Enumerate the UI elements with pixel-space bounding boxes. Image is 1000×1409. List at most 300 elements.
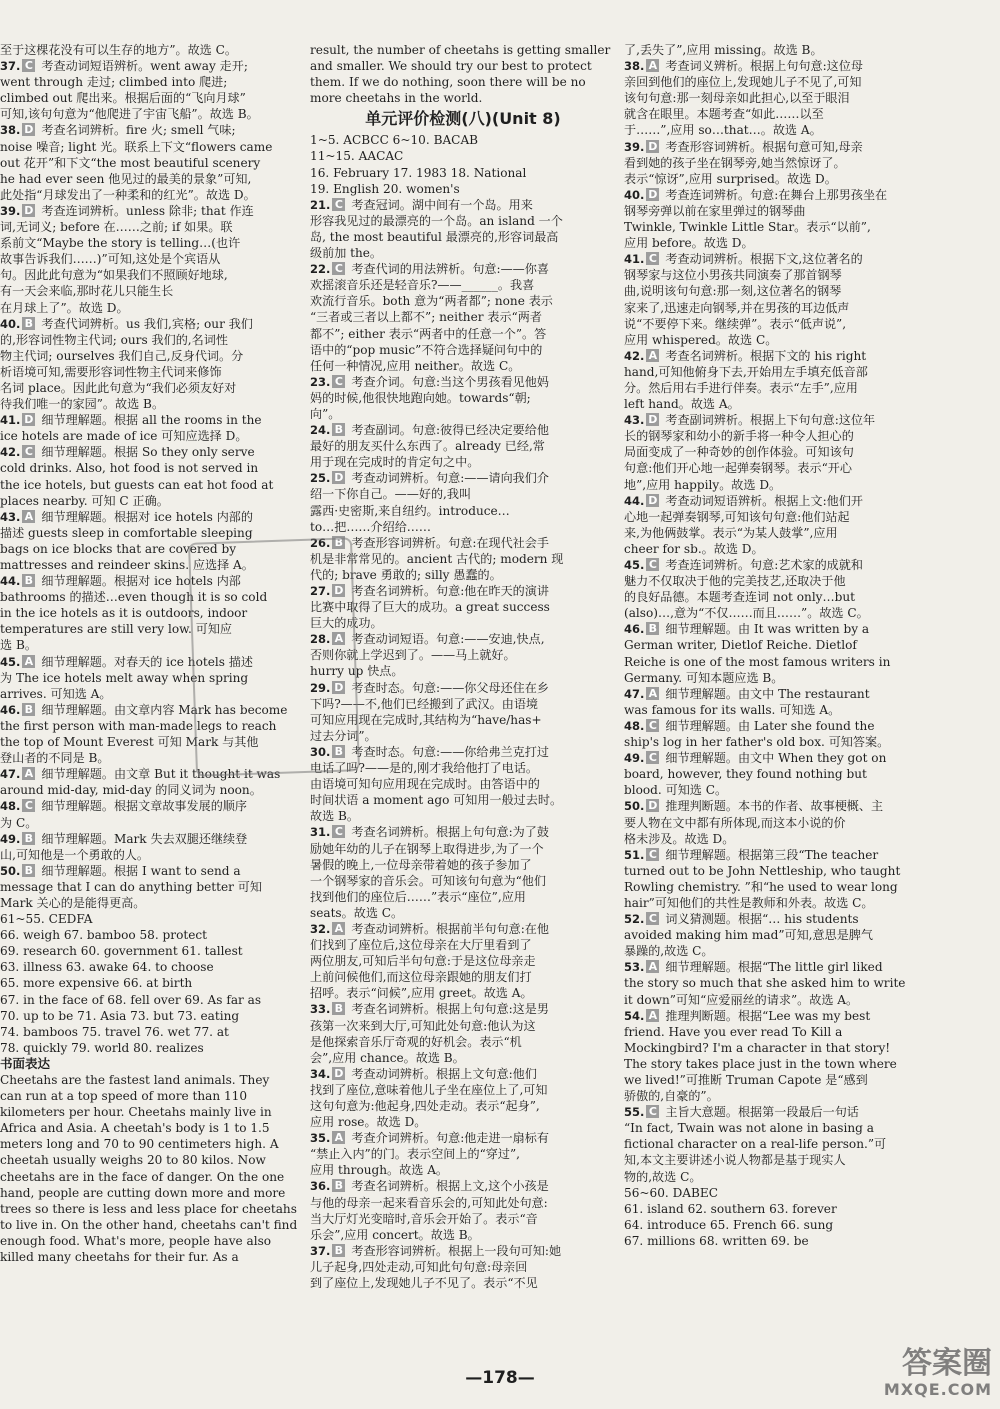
question-number: 48. [0,799,21,814]
answer-line [624,943,1000,959]
answer-letter-box: D [648,493,658,507]
answer-line [310,985,616,1001]
explanation-text: 暴躁的,故选 C。 [624,944,714,959]
answer-line [0,348,302,364]
question-number: 38. [0,123,21,138]
answer-letter-box: D [334,471,344,485]
question-number: 45. [624,558,645,572]
explanation-text: 细节理解题。根据对 ice hotels 内部 [41,574,241,589]
answer-line [624,831,1000,847]
explanation-text: 细节理解题。由文中 When they got on [665,751,887,766]
explanation-text: 考查连词辨析。句意:在舞台上那男孩坐在 [665,187,888,202]
answer-line [0,525,302,541]
answer-letter-box: D [648,799,658,813]
answer-entry [310,1130,616,1178]
essay-line: to live in. On the other hand, cheetahs can't find [0,1217,298,1232]
explanation-text: 山,可知他是一个勇敢的人。 [0,847,149,862]
explanation-text: 岛, the most beautiful 最漂亮的,形容词最高 [310,229,559,244]
answer-line [624,493,1000,509]
explanation-text: 考查形容词辨析。根据句意可知,母亲 [665,139,863,154]
explanation-text: 故事告诉我们……)”可知,这处是个宾语从 [0,252,221,267]
explanation-text: 会”,应用 chance。故选 B。 [310,1050,465,1065]
answer-entry [624,798,1000,846]
answer-line [624,509,1000,525]
explanation-text: went through 走过; climbed into 爬进; [0,75,228,90]
answer-line [310,841,616,857]
explanation-text: 可知,该句句意为“他爬进了宇宙飞船”。故选 B。 [0,107,259,122]
answer-line [624,267,1000,283]
answer-line [310,1001,616,1017]
answer-key-line: 69. research 60. government 61. tallest [0,944,243,959]
question-number: 46. [0,702,21,717]
explanation-text: 考查时态。句意:——你父母还住在乡 [351,680,549,695]
explanation-text: 机是非常常见的。ancient 古代的; modern 现 [310,551,564,566]
explanation-text: left hand。故选 A。 [624,397,740,412]
section-title: 单元评价检测(八)(Unit 8) [365,109,561,129]
answer-line [624,895,1000,911]
explanation-text: 细节理解题。由文章 But it thought it was [41,767,281,782]
answer-entry [624,621,1000,685]
answer-letter-box: A [22,655,35,668]
answer-line [310,1146,616,1162]
answer-line [0,477,302,493]
explanation-text: 考查形容词辨析。根据上一段句可知:她 [351,1243,562,1258]
answer-line [310,776,616,792]
explanation-text: 形容我见过的最漂亮的一个岛。an island 一个 [310,213,563,228]
answer-line [0,316,302,332]
answer-letter-box: B [646,622,659,635]
question-number: 45. [0,654,21,669]
explanation-text: 细节理解题。Mark 失去双腿还继续登 [41,831,248,846]
answer-line [310,824,616,840]
answer-entry [310,470,616,534]
question-number: 50. [0,863,21,878]
answer-entry [310,374,616,422]
answer-line [624,428,1000,444]
answer-line [310,1050,616,1066]
question-number: 48. [624,718,645,733]
explanation-text: 应用 through。故选 A。 [310,1163,449,1178]
answer-line [310,470,616,486]
answer-line [624,251,1000,267]
answer-line [310,293,616,309]
answer-letter-box: B [332,1179,345,1192]
explanation-text: 细节理解题。对春天的 ice hotels 描述 [41,654,253,669]
answer-line [624,460,1000,476]
answer-line [0,460,302,476]
answer-line [624,477,1000,493]
answer-line [310,486,616,502]
watermark-logo [884,1348,992,1399]
answer-entry [624,686,1000,718]
explanation-text: 考查冠词。湖中间有一个岛。用来 [351,197,533,212]
answer-line [0,155,302,171]
answer-entry [0,831,302,863]
explanation-text: 表示“惊讶”,应用 surprised。故选 D。 [624,171,837,186]
explanation-text: he had ever seen 他见过的最美的景象”可知, [0,171,252,186]
question-number: 37. [310,1243,331,1258]
answer-letter-box: D [648,187,658,201]
answer-line [310,406,616,422]
explanation-text: 该句句意:那一刻母亲如此担心,以至于眼泪 [624,91,850,106]
answer-entry [0,316,302,413]
question-number: 49. [624,751,645,766]
explanation-text: 物的,故选 C。 [624,1169,702,1184]
answer-letter-box: B [22,703,35,716]
answer-line [310,969,616,985]
answer-line [0,58,302,74]
explanation-text: 考查动词短语辨析。根据上文:他们开 [665,493,863,508]
answer-letter-box: C [22,59,35,72]
answer-key-block [310,132,616,196]
explanation-text: 都不”; either 表示“两者中的任意一个”。答 [310,326,547,341]
answer-line [310,374,616,390]
answer-line [310,390,616,406]
answer-entry [624,911,1000,959]
answer-line [310,213,616,229]
essay-line: meters long and 70 to 90 centimeters high. A [0,1137,279,1152]
answer-letter-box: D [24,123,34,137]
question-number: 24. [310,423,331,438]
answer-entry [624,251,1000,348]
answer-line [310,1275,616,1291]
answer-line [0,300,302,316]
explanation-text: 就含在眼里。本题考查“如此……以至 [624,107,824,122]
answer-line [624,589,1000,605]
answer-line [624,90,1000,106]
answer-line [624,605,1000,621]
answer-line [624,1120,1000,1136]
explanation-text: 析语境可知,需要形容词性物主代词来修饰 [0,364,222,379]
question-number: 54. [624,1008,645,1023]
explanation-text: board, however, they found nothing but [624,767,867,782]
answer-letter-box: C [646,848,659,861]
question-number: 25. [310,471,331,486]
answer-line [0,203,302,219]
answer-key-line: 63. illness 63. awake 64. to choose [0,960,214,975]
question-number: 21. [310,197,331,212]
answer-key-line: 67. millions 68. written 69. be [624,1233,809,1248]
question-number: 39. [0,203,21,218]
answer-letter-box: B [22,864,35,877]
answer-line [624,155,1000,171]
question-number: 29. [310,680,331,695]
explanation-text: 考查代词辨析。us 我们,宾格; our 我们 [41,316,253,331]
answer-entry [624,557,1000,621]
answer-entry [310,1178,616,1242]
answer-line [0,187,302,203]
explanation-text: Rowling chemistry. ”和“he used to wear long [624,879,898,894]
answer-line [624,364,1000,380]
question-number: 38. [624,59,645,74]
explanation-text: 魅力不仅取决于他的完美技艺,还取决于他 [624,574,846,589]
answer-key-block [624,1185,1000,1249]
answer-line [624,734,1000,750]
answer-line [310,873,616,889]
question-number: 36. [310,1179,331,1194]
answer-line [310,503,616,519]
essay-continuation [310,42,616,106]
answer-letter-box: D [648,139,658,153]
explanation-text: we lived!”可推断 Truman Capote 是“感到 [624,1073,868,1087]
answer-line [310,519,616,535]
answer-line [0,895,302,911]
answer-key-line: 56~60. DABEC [624,1185,718,1200]
explanation-text: 应用 before。故选 D。 [624,236,754,251]
question-number: 50. [624,799,645,814]
explanation-text: 是他探索音乐厅奇观的好机会。表示“机 [310,1034,522,1049]
answer-line [0,428,302,444]
answer-line [624,1056,1000,1072]
answer-line [0,412,302,428]
answer-line [624,1072,1000,1088]
explanation-text: it down”可知“应爱丽丝的请求”。故选 A。 [624,992,859,1007]
explanation-text: 长的钢琴家和幼小的新手将一种令人担心的 [624,429,854,444]
answer-letter-box: B [332,1244,345,1257]
explanation-text: “三者或三者以上都不”; neither 表示“两者 [310,310,542,325]
question-number: 55. [624,1105,645,1120]
answer-line [624,1169,1000,1185]
answer-line [310,551,616,567]
answer-line [0,380,302,396]
answer-entry [624,959,1000,1007]
answer-line [310,1178,616,1194]
answer-entry [0,42,302,58]
answer-line [624,702,1000,718]
answer-line [310,277,616,293]
answer-entry [0,122,302,202]
answer-line [624,654,1000,670]
explanation-text: the first person with man-made legs to reach [0,718,277,733]
explanation-text: 考查动词辨析。根据下文,这位著名的 [665,252,863,267]
answer-line [0,219,302,235]
answer-letter-box: C [22,799,35,812]
answer-letter-box: C [646,751,659,764]
explanation-text: 妈的时候,他很快地跑向她。towards“朝; [310,390,531,405]
answer-line [624,203,1000,219]
explanation-text: 家来了,迅速走向钢琴,并在男孩的耳边低声 [624,300,850,315]
explanation-text: 欢摇滚音乐还是轻音乐?——______。我喜 [310,278,535,293]
explanation-text: the story so much that she asked him to write [624,976,906,991]
essay-line: hand, people are cutting down more and more [0,1185,286,1200]
answer-line [310,599,616,615]
explanation-text: 钢琴旁弹以前在家里弹过的钢琴曲 [624,203,806,218]
answer-line [310,1034,616,1050]
explanation-text: bathrooms 的描述…even though it is so cold [0,590,268,605]
explanation-text: 考查连词辨析。unless 除非; that 作连 [41,203,254,218]
essay-line: more cheetahs in the world. [310,91,483,106]
answer-line [310,1227,616,1243]
explanation-text: around mid-day, mid-day 的同义词为 noon。 [0,783,262,798]
stamp-mark [188,537,360,777]
explanation-text: Mockingbird? I'm a character in that story! [624,1040,891,1055]
answer-letter-box: B [332,745,345,758]
essay-line: cheetah usually weighs 20 to 80 kilos. Now [0,1153,266,1168]
question-number: 51. [624,847,645,862]
answer-entry [624,718,1000,750]
explanation-text: 骄傲的,自豪的”。 [624,1089,719,1104]
answer-letter-box: C [646,912,659,925]
explanation-text: 级前加 the。 [310,246,383,261]
answer-entry [0,412,302,444]
answer-key-line: 19. English 20. women's [310,181,460,196]
question-number: 37. [0,59,21,74]
answer-line [624,879,1000,895]
explanation-text: 局面变成了一种奇妙的创作体验。可知该句 [624,445,854,460]
explanation-text: 主旨大意题。根据第一段最后一句话 [665,1105,859,1120]
answer-letter-box: D [334,680,344,694]
answer-line [0,831,302,847]
answer-key-line: 61. island 62. southern 63. forever [624,1201,837,1216]
explanation-text: 与他的母亲一起来看音乐会的,可知此处句意: [310,1195,548,1210]
essay-heading: 书面表达 [0,1055,51,1071]
essay-line: Cheetahs are the fastest land animals. They [0,1073,270,1087]
answer-line [624,927,1000,943]
explanation-text: 故选 B。 [310,809,360,824]
answer-line [310,631,616,647]
explanation-text: 们找到了座位后,这位母亲在大厅里看到了 [310,938,532,953]
answer-letter-box: A [22,767,35,780]
answer-line [624,1152,1000,1168]
answer-line [624,686,1000,702]
explanation-text: 的良好品德。本题考查连词 not only…but [624,590,855,605]
explanation-text: 细节理解题。由文章内容 Mark has become [41,702,288,717]
explanation-text: 比赛中取得了巨大的成功。a great success [310,600,550,615]
explanation-text: hurry up 快点。 [310,664,404,679]
explanation-text: The story takes place just in the town where [624,1056,897,1071]
explanation-text: 细节理解题。由文中 The restaurant [665,686,870,701]
explanation-text: 可知应用现在完成时,其结构为“have/has+ [310,712,542,727]
answer-letter-box: B [22,574,35,587]
answer-key-line: 16. February 17. 1983 18. National [310,165,527,180]
answer-line [624,670,1000,686]
explanation-text: 系前文“Maybe the story is telling…(也许 [0,236,241,251]
question-number: 22. [310,262,331,277]
answer-line [310,1018,616,1034]
answer-line [0,879,302,895]
question-number: 31. [310,825,331,840]
explanation-text: 考查名词辨析。句意:他在昨天的演讲 [351,584,549,598]
answer-line [624,58,1000,74]
explanation-text: 考查动词辨析。句意:——请向我们介 [351,471,549,486]
answer-line [624,750,1000,766]
explanation-text: places nearby. 可知 C 正确。 [0,493,169,508]
answer-line [0,815,302,831]
answer-letter-box: C [332,825,345,838]
essay-line: killed many cheetahs for their fur. As a [0,1250,239,1265]
answer-letter-box: B [332,536,345,549]
question-number: 43. [0,509,21,524]
explanation-text: message that I can do anything better 可知 [0,879,262,894]
explanation-text: German writer, Dietlof Reiche. Dietlof [624,638,857,653]
answer-key-line: 74. bamboos 75. travel 76. wet 77. at [0,1024,229,1039]
explanation-text: 心地一起弹奏钢琴,可知该句句意:他们站起 [624,509,850,524]
explanation-text: 于……”,应用 so…that…。故选 A。 [624,123,822,138]
answer-letter-box: D [24,413,34,427]
explanation-text: 考查词义辨析。根据上句句意:这位母 [665,59,863,74]
explanation-text: 否则你就上学迟到了。——马上就好。 [310,648,516,663]
answer-line [310,1195,616,1211]
answer-line [624,798,1000,814]
answer-line [624,621,1000,637]
explanation-text: 登山者的不同是 B。 [0,751,110,766]
question-number: 39. [624,139,645,154]
explanation-text: turned out to be John Nettleship, who taught [624,863,901,878]
answer-entry [0,58,302,122]
answer-line [624,718,1000,734]
answer-key-line: 70. up to be 71. Asia 73. but 73. eating [0,1008,240,1023]
answer-line [0,863,302,879]
answer-line [624,139,1000,155]
explanation-text: in the ice hotels as it is outdoors, indoor [0,606,248,621]
explanation-text: 来,为他俩鼓掌。表示“为某人鼓掌”,应用 [624,525,838,540]
answer-line [0,396,302,412]
answer-line [0,171,302,187]
question-number: 43. [624,413,645,428]
answer-line [310,326,616,342]
explanation-text: 细节理解题。根据 all the rooms in the [41,413,262,428]
answer-line [624,444,1000,460]
question-number: 41. [0,413,21,428]
explanation-text: to…把……介绍给…… [310,519,431,534]
explanation-text: 此处指“月球发出了一种柔和的红光”。故选 D。 [0,187,256,202]
answer-line [624,74,1000,90]
answer-line [624,122,1000,138]
answer-line [310,1259,616,1275]
explanation-text: 说“不要停下来。继续弹”。表示“低声说”, [624,316,847,331]
answer-line [0,106,302,122]
answer-line [310,438,616,454]
answer-entry [310,824,616,921]
answer-line [0,364,302,380]
explanation-text: 考查名词辨析。根据上句句意:为了鼓 [351,825,549,840]
explanation-text: 绍一下你自己。——好的,我叫 [310,487,472,502]
explanation-text: 细节理解题。根据文章故事发展的顺序 [41,799,247,814]
answer-letter-box: C [332,262,345,275]
answer-entry [310,921,616,1001]
question-number: 30. [310,744,331,759]
answer-entry [624,348,1000,412]
answer-line [310,342,616,358]
answer-line [310,792,616,808]
explanation-text: ice hotels are made of ice 可知应选择 D。 [0,429,248,444]
answer-line [624,171,1000,187]
answer-line [624,1088,1000,1104]
explanation-text: 由语境可知句应用现在完成时。由答语中的 [310,777,540,792]
answer-letter-box: D [648,413,658,427]
explanation-text: climbed out 爬出来。根据后面的“飞向月球” [0,91,246,106]
answer-line [624,975,1000,991]
explanation-text: 下吗?——不,他们已经搬到了武汉。由语境 [310,696,539,711]
explanation-text: 推理判断题。根据“Lee was my best [665,1008,871,1023]
answer-line [624,541,1000,557]
essay-line: enough food. What's more, people have also [0,1233,272,1248]
question-number: 42. [624,348,645,363]
explanation-text: 电话了吗?——是的,刚才我给他打了电话。 [310,761,539,776]
question-number: 26. [310,535,331,550]
explanation-text: 时间状语 a moment ago 可知用一般过去时。 [310,793,563,808]
answer-line [310,422,616,438]
answer-entry [624,42,1000,58]
explanation-text: 考查动词辨析。根据上文句意:他们 [351,1066,537,1081]
answer-letter-box: A [22,510,35,523]
answer-line [0,139,302,155]
explanation-text: 考查介词辨析。句意:他走进一扇标有 [351,1131,549,1146]
explanation-text: 名词 place。因此此句意为“我们必须友好对 [0,380,237,395]
answer-line [624,1040,1000,1056]
explanation-text: 暑假的晚上,一位母亲带着她的孩子参加了 [310,857,532,872]
explanation-text: 欢流行音乐。both 意为“两者都”; none 表示 [310,294,553,309]
